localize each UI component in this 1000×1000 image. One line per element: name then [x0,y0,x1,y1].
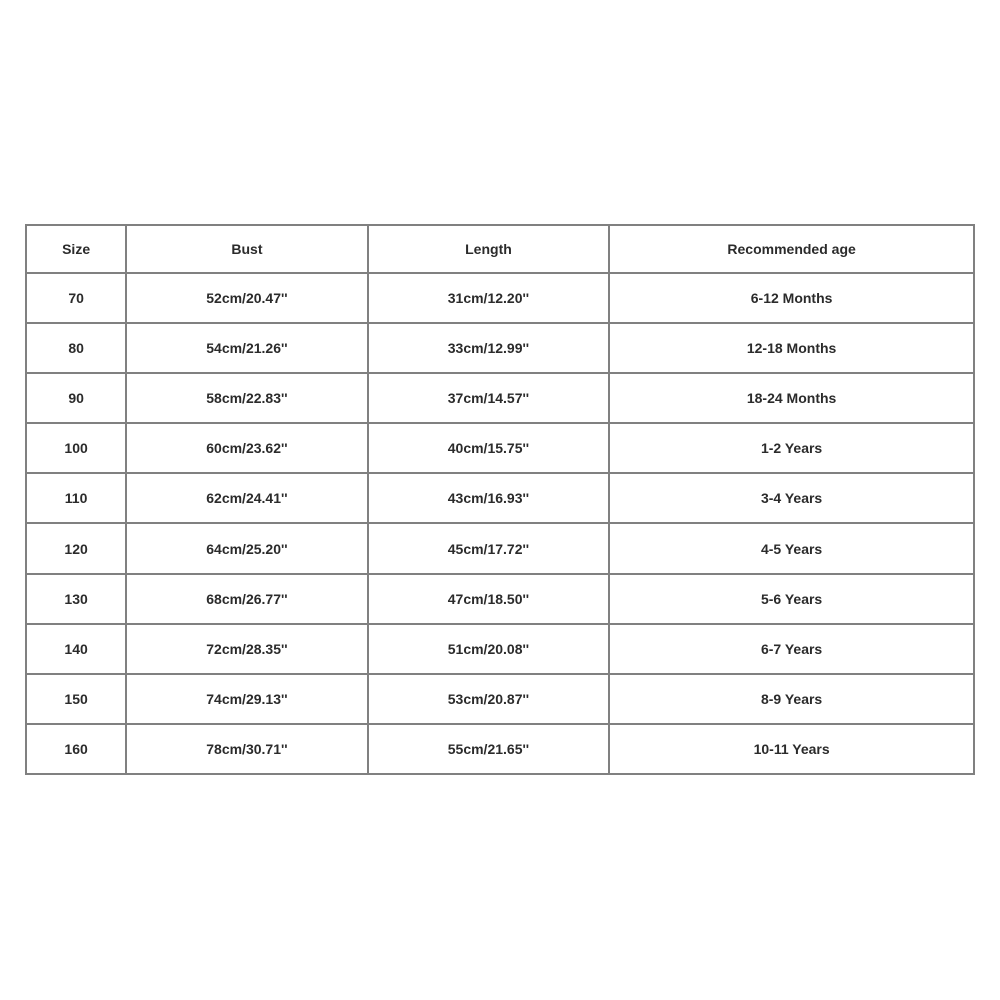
cell-size: 100 [26,423,126,473]
header-bust: Bust [126,225,368,273]
cell-bust: 64cm/25.20'' [126,523,368,573]
cell-length: 45cm/17.72'' [368,523,610,573]
cell-bust: 74cm/29.13'' [126,674,368,724]
cell-size: 160 [26,724,126,774]
cell-bust: 72cm/28.35'' [126,624,368,674]
table-row [26,724,974,774]
cell-bust: 62cm/24.41'' [126,473,368,523]
cell-bust: 68cm/26.77'' [126,574,368,624]
header-recommended-age: Recommended age [609,225,974,273]
cell-recommended-age: 3-4 Years [609,473,974,523]
table-header-row [26,225,974,273]
cell-length: 40cm/15.75'' [368,423,610,473]
cell-recommended-age: 1-2 Years [609,423,974,473]
table-row [26,323,974,373]
cell-bust: 78cm/30.71'' [126,724,368,774]
table-row [26,523,974,573]
cell-bust: 58cm/22.83'' [126,373,368,423]
cell-recommended-age: 5-6 Years [609,574,974,624]
cell-length: 55cm/21.65'' [368,724,610,774]
size-chart-table [25,224,975,775]
cell-recommended-age: 6-7 Years [609,624,974,674]
header-length: Length [368,225,610,273]
cell-length: 31cm/12.20'' [368,273,610,323]
cell-recommended-age: 4-5 Years [609,523,974,573]
cell-recommended-age: 12-18 Months [609,323,974,373]
table-row [26,423,974,473]
cell-size: 120 [26,523,126,573]
cell-size: 90 [26,373,126,423]
cell-bust: 54cm/21.26'' [126,323,368,373]
table-row [26,273,974,323]
cell-length: 51cm/20.08'' [368,624,610,674]
cell-size: 80 [26,323,126,373]
cell-recommended-age: 8-9 Years [609,674,974,724]
cell-bust: 60cm/23.62'' [126,423,368,473]
table-row [26,473,974,523]
table-row [26,574,974,624]
cell-size: 140 [26,624,126,674]
cell-size: 130 [26,574,126,624]
cell-length: 47cm/18.50'' [368,574,610,624]
cell-bust: 52cm/20.47'' [126,273,368,323]
cell-recommended-age: 6-12 Months [609,273,974,323]
cell-length: 43cm/16.93'' [368,473,610,523]
cell-length: 53cm/20.87'' [368,674,610,724]
table-row [26,373,974,423]
cell-size: 110 [26,473,126,523]
table-row [26,674,974,724]
cell-size: 150 [26,674,126,724]
cell-length: 37cm/14.57'' [368,373,610,423]
cell-recommended-age: 18-24 Months [609,373,974,423]
table-row [26,624,974,674]
cell-size: 70 [26,273,126,323]
cell-recommended-age: 10-11 Years [609,724,974,774]
header-size: Size [26,225,126,273]
cell-length: 33cm/12.99'' [368,323,610,373]
